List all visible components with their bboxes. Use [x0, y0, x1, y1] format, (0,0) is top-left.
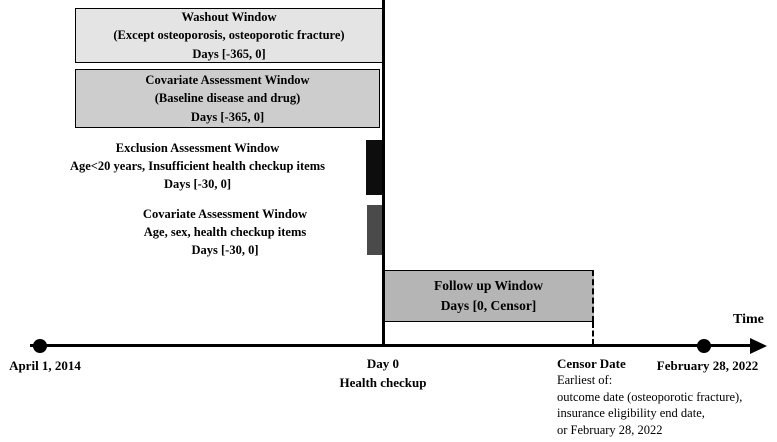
covariate-checkup-bar [367, 205, 382, 255]
censor-date-title: Censor Date [557, 356, 626, 371]
washout-window-box [75, 8, 383, 63]
censor-line-3: insurance eligibility end date, [557, 406, 705, 421]
followup-window-title: Follow up Window [433, 278, 544, 294]
exclusion-window-days: Days [-30, 0] [163, 177, 231, 192]
exclusion-window-bar [366, 140, 382, 195]
end-date-dot [697, 339, 711, 353]
washout-window-subtitle: (Except osteoporosis, osteoporotic fracture) [113, 28, 345, 43]
covariate-checkup-days: Days [-30, 0] [191, 243, 259, 258]
covariate-checkup-title: Covariate Assessment Window [142, 207, 308, 221]
time-axis-label: Time [733, 312, 764, 327]
followup-window-box [384, 270, 594, 322]
exclusion-window-label [35, 139, 360, 193]
end-date-label: February 28, 2022 [656, 358, 759, 373]
censor-line-1: Earliest of: [557, 373, 613, 388]
day0-sublabel: Health checkup [339, 375, 427, 390]
covariate-baseline-box [75, 69, 380, 128]
start-date-dot [33, 339, 47, 353]
washout-window-title: Washout Window [181, 10, 277, 25]
covariate-baseline-days: Days [-365, 0] [190, 109, 265, 124]
covariate-baseline-subtitle: (Baseline disease and drug) [154, 91, 301, 106]
start-date-label: April 1, 2014 [9, 358, 81, 373]
exclusion-window-title: Exclusion Assessment Window [115, 141, 280, 155]
censor-date-block [557, 355, 775, 438]
censor-line-2: outcome date (osteoporotic fracture), [557, 389, 743, 404]
timeline-axis [30, 344, 752, 347]
followup-window-days: Days [0, Censor] [440, 298, 537, 313]
covariate-checkup-subtitle: Age, sex, health checkup items [143, 225, 307, 240]
timeline-arrowhead-icon [750, 338, 767, 354]
day0-label: Day 0 [366, 356, 400, 371]
covariate-checkup-label [90, 205, 360, 259]
exclusion-window-subtitle: Age<20 years, Insufficient health checkup items [69, 159, 326, 174]
censor-dashed-line [592, 322, 594, 345]
censor-line-4: or February 28, 2022 [557, 422, 663, 437]
covariate-baseline-title: Covariate Assessment Window [145, 73, 310, 88]
washout-window-days: Days [-365, 0] [192, 46, 266, 61]
